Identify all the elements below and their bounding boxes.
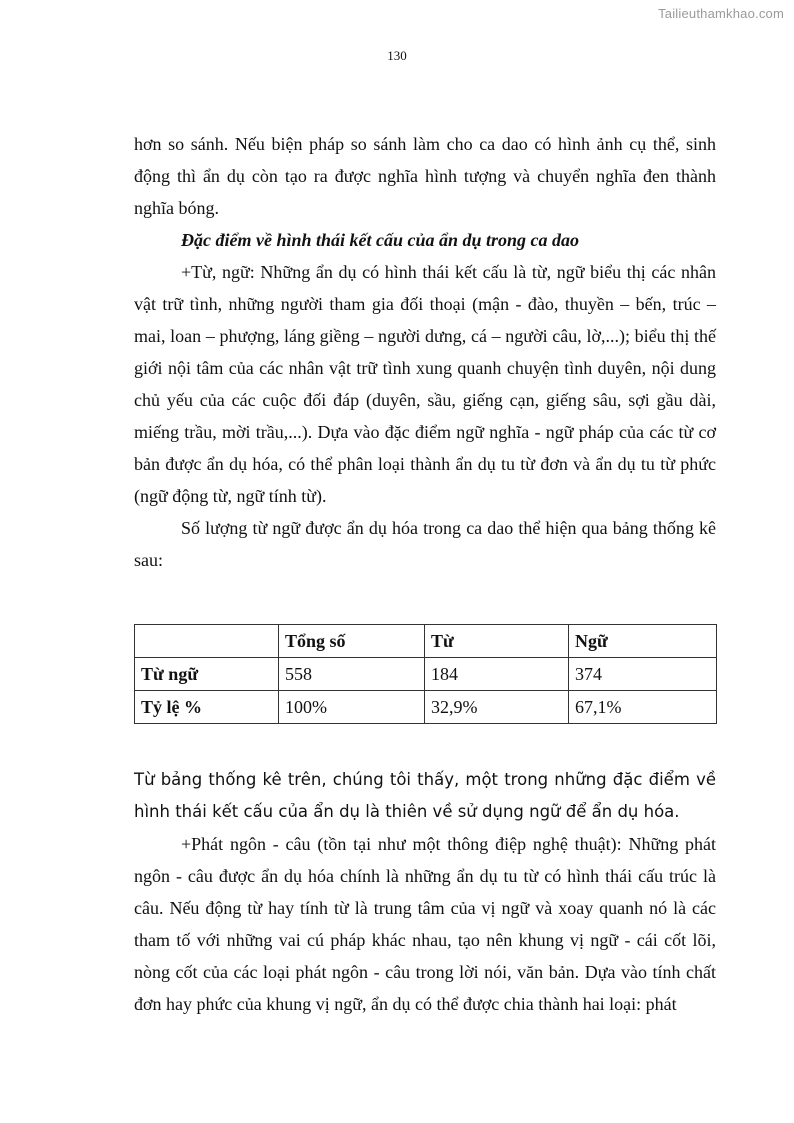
- table-row: [135, 658, 717, 691]
- document-body: [134, 128, 716, 1020]
- table-header-cell: Tổng số: [279, 625, 425, 658]
- table-header-cell: Ngữ: [569, 625, 717, 658]
- watermark: Tailieuthamkhao.com: [658, 6, 784, 21]
- paragraph-5: +Phát ngôn - câu (tồn tại như một thông điệp nghệ thuật): Những phát ngôn - câu được ẩn dụ hóa chính là những ẩn dụ tu từ có hình thái cấu trúc là câu. Nếu động từ hay tính từ là trung tâm của vị ngữ và xoay quanh nó là các tham tố với những vai cú pháp khác nhau, tạo nên khung vị ngữ - cái cốt lõi, nòng cốt của các loại phát ngôn - câu trong lời nói, văn bản. Dựa vào tính chất đơn hay phức của khung vị ngữ, ẩn dụ có thể được chia thành hai loại: phát: [134, 834, 716, 1014]
- table-header-cell: Từ: [425, 625, 569, 658]
- paragraph-2: +Từ, ngữ: Những ẩn dụ có hình thái kết cấu là từ, ngữ biểu thị các nhân vật trữ tình, những người tham gia đối thoại (mận - đào, thuyền – bến, trúc – mai, loan – phượng, láng giềng – người dưng, cá – người câu, lờ,...); biểu thị thế giới nội tâm của các nhân vật trữ tình xung quanh chuyện tình duyên, nội dung chủ yếu của các cuộc đối đáp (duyên, sầu, giếng cạn, giếng sâu, sợi gầu dài, miếng trầu, mời trầu,...). Dựa vào đặc điểm ngữ nghĩa - ngữ pháp của các từ cơ bản được ẩn dụ hóa, có thể phân loại thành ẩn dụ tu từ đơn và ẩn dụ tu từ phức (ngữ động từ, ngữ tính từ).: [134, 262, 716, 506]
- page-number: 130: [387, 48, 407, 63]
- table-row: [135, 691, 717, 724]
- paragraph-3: Số lượng từ ngữ được ẩn dụ hóa trong ca dao thể hiện qua bảng thống kê sau:: [134, 518, 716, 570]
- table-header-cell: [135, 625, 279, 658]
- table-cell: 374: [569, 658, 717, 691]
- statistics-table: [134, 624, 717, 724]
- table-cell: 32,9%: [425, 691, 569, 724]
- table-cell: 184: [425, 658, 569, 691]
- table-row-label: Từ ngữ: [135, 658, 279, 691]
- paragraph-1: hơn so sánh. Nếu biện pháp so sánh làm cho ca dao có hình ảnh cụ thể, sinh động thì ẩn dụ còn tạo ra được nghĩa hình tượng và chuyển nghĩa đen thành nghĩa bóng.: [134, 134, 716, 218]
- table-cell: 67,1%: [569, 691, 717, 724]
- table-cell: 100%: [279, 691, 425, 724]
- table-cell: 558: [279, 658, 425, 691]
- section-heading: Đặc điểm về hình thái kết cấu của ẩn dụ trong ca dao: [181, 230, 580, 250]
- table-row-label: Tỷ lệ %: [135, 691, 279, 724]
- paragraph-4: Từ bảng thống kê trên, chúng tôi thấy, một trong những đặc điểm về hình thái kết cấu của ẩn dụ là thiên về sử dụng ngữ để ẩn dụ hóa.: [134, 770, 716, 821]
- table-header-row: [135, 625, 717, 658]
